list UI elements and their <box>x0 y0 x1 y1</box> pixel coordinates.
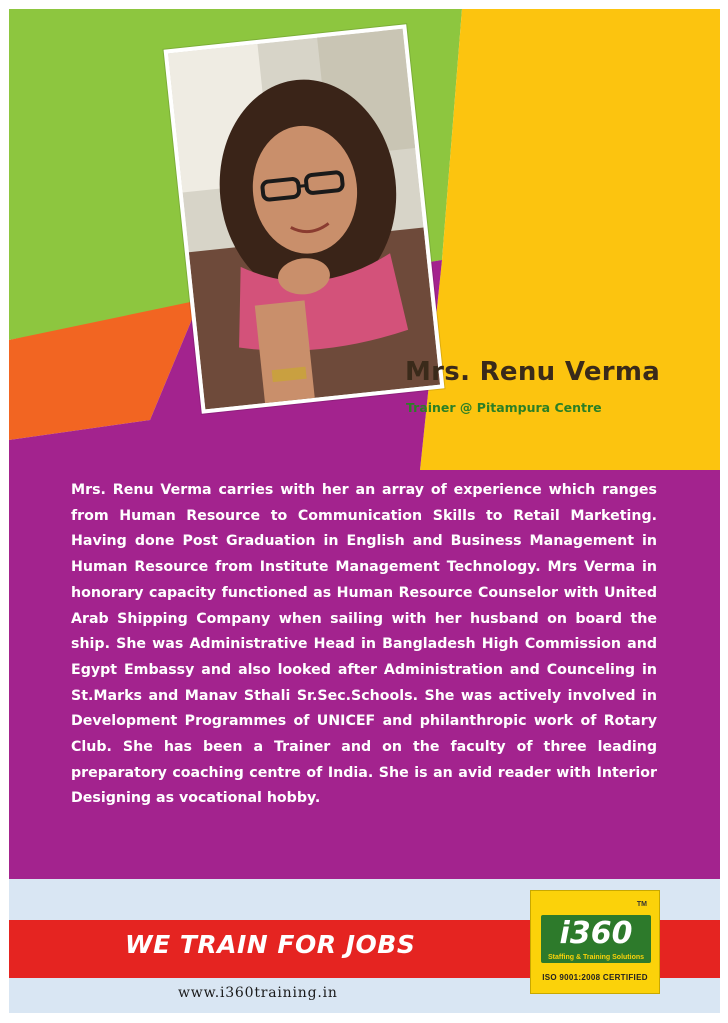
logo-mark <box>541 915 651 963</box>
iso-certification: ISO 9001:2008 CERTIFIED <box>542 973 648 982</box>
tagline: WE TRAIN FOR JOBS <box>125 930 416 959</box>
logo-brand: i360 <box>559 916 633 951</box>
website-link[interactable]: www.i360training.in <box>178 985 338 1001</box>
logo-subtitle: Staffing & Training Solutions <box>547 954 645 961</box>
trademark-mark: TM <box>636 901 647 908</box>
portrait-illustration <box>168 29 440 410</box>
trainer-role: Trainer @ Pitampura Centre <box>406 400 602 415</box>
trainer-name: Mrs. Renu Verma <box>405 357 661 387</box>
trainer-bio: Mrs. Renu Verma carries with her an array of experience which ranges from Human Resource to Communication Skills to Retail Marketing. Having done Post Graduation in English and Business Management in Human Resource from Institute Management Technology. Mrs Verma in honorary capacity functioned as Human Resource Counselor with United Arab Shipping Company when sailing with her husband on board the ship. She was Administrative Head in Bangladesh High Commission and Egypt Embassy and also looked after Administration and Counceling in St.Marks and Manav Sthali Sr.Sec.Schools. She was actively involved in Development Programmes of UNICEF and philanthropic work of Rotary Club. She has been a Trainer and on the faculty of three leading preparatory coaching centre of India. She is an avid reader with Interior Designing as vocational hobby. <box>71 482 657 807</box>
trainer-photo <box>164 24 445 413</box>
i360-logo <box>530 890 660 994</box>
